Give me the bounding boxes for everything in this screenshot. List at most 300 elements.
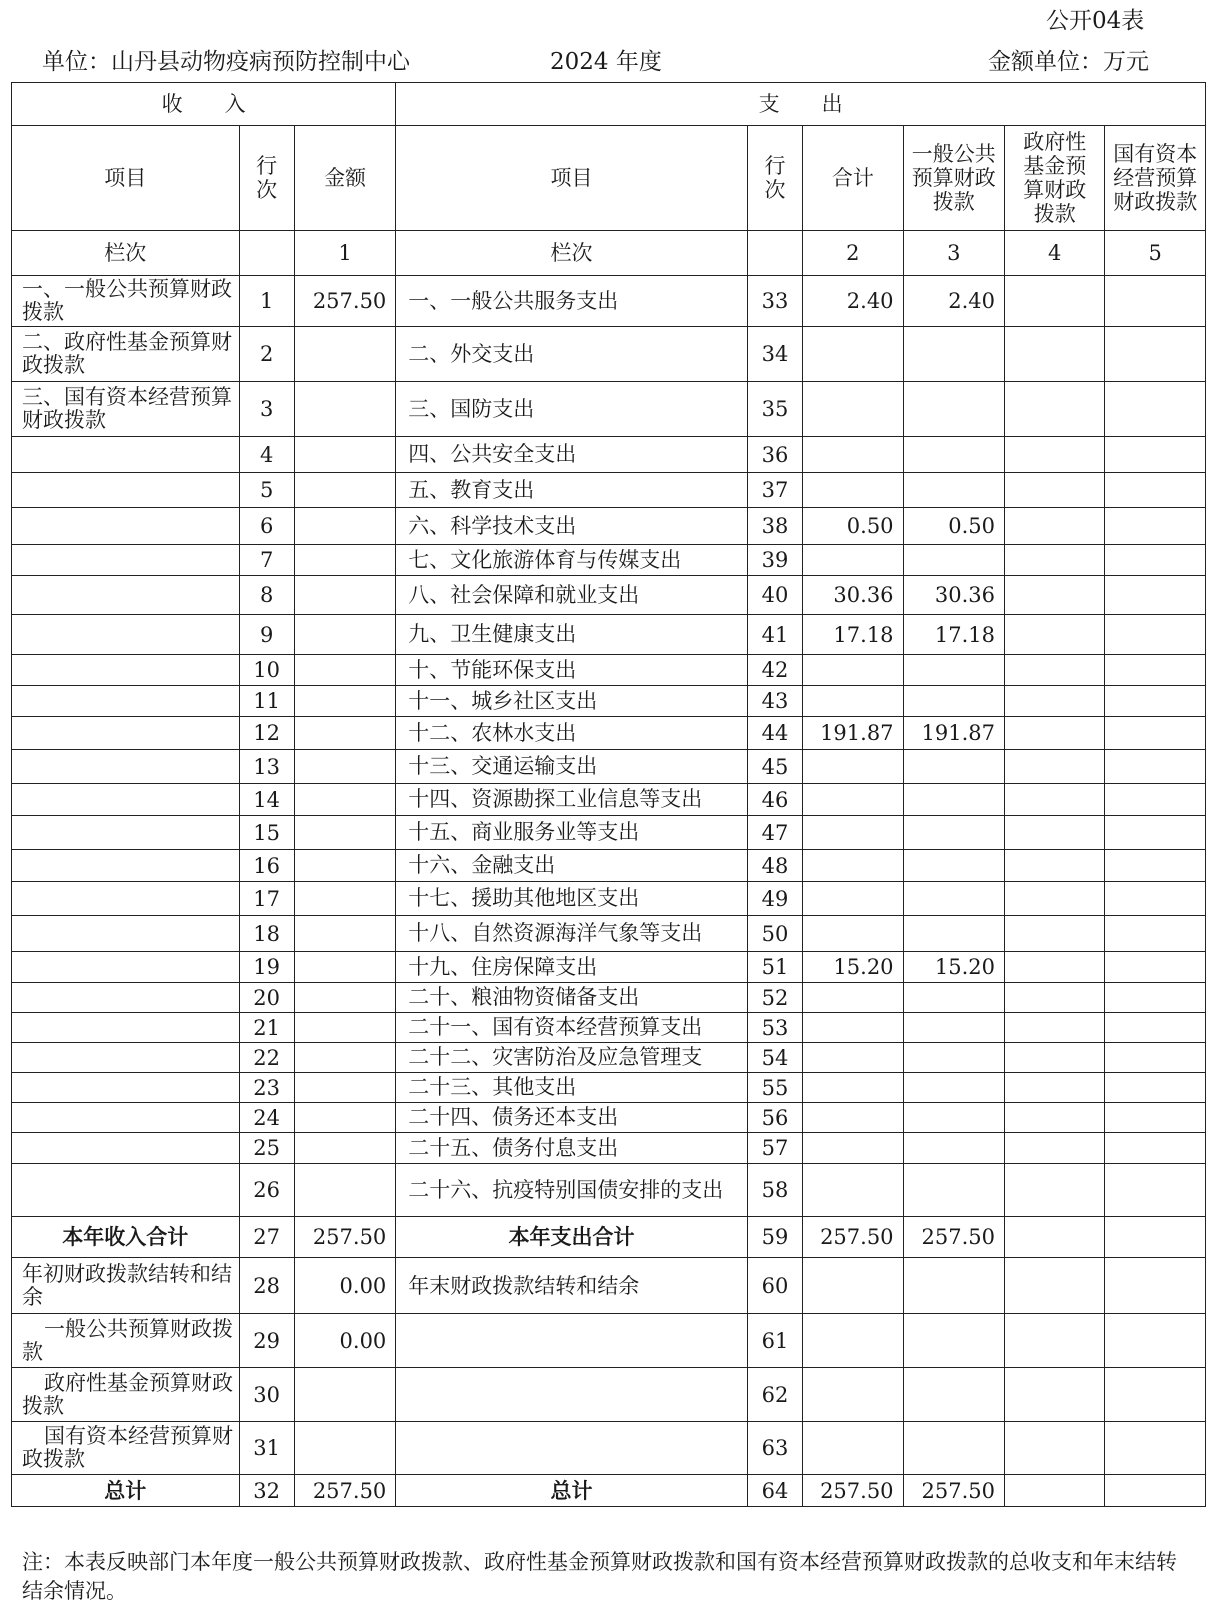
general-public-amount — [903, 327, 1004, 382]
income-item — [12, 686, 240, 717]
income-line-no: 20 — [239, 983, 294, 1013]
income-line-no: 10 — [239, 655, 294, 686]
carry-gov-fund — [1005, 1258, 1105, 1314]
carry-general — [903, 1422, 1004, 1475]
state-capital-amount — [1105, 816, 1206, 850]
gov-fund-amount — [1005, 1133, 1105, 1164]
general-public-amount — [903, 545, 1004, 576]
income-item — [12, 952, 240, 983]
gov-fund-amount — [1005, 327, 1105, 382]
expense-total — [803, 750, 903, 784]
expense-item: 三、国防支出 — [396, 382, 748, 437]
general-public-amount — [903, 1103, 1004, 1133]
budget-table — [11, 82, 1206, 1507]
expense-item: 八、社会保障和就业支出 — [396, 576, 748, 615]
col-num-5: 5 — [1105, 231, 1206, 276]
general-public-amount — [903, 850, 1004, 882]
form-number: 公开04表 — [1046, 8, 1145, 34]
table-row — [12, 686, 1206, 717]
general-public-amount — [903, 473, 1004, 508]
state-capital-amount — [1105, 382, 1206, 437]
income-item — [12, 750, 240, 784]
expense-line-no: 44 — [747, 717, 802, 750]
income-item — [12, 473, 240, 508]
state-capital-amount — [1105, 686, 1206, 717]
income-line-no: 22 — [239, 1043, 294, 1073]
expense-line-no: 33 — [747, 276, 802, 327]
expense-total — [803, 1133, 903, 1164]
income-amount — [294, 576, 395, 615]
income-item — [12, 508, 240, 545]
expense-line-no: 48 — [747, 850, 802, 882]
state-capital-amount — [1105, 1164, 1206, 1217]
expense-total — [803, 437, 903, 473]
carry-state-capital — [1105, 1422, 1206, 1475]
income-amount — [294, 473, 395, 508]
state-capital-grand-total — [1105, 1475, 1206, 1507]
expense-total: 0.50 — [803, 508, 903, 545]
income-year-total-label: 本年收入合计 — [12, 1217, 240, 1258]
expense-line-no: 62 — [747, 1368, 802, 1422]
state-capital-amount — [1105, 717, 1206, 750]
income-amount — [294, 952, 395, 983]
general-public-amount — [903, 437, 1004, 473]
expense-total — [803, 916, 903, 952]
income-amount — [294, 983, 395, 1013]
general-public-amount: 0.50 — [903, 508, 1004, 545]
income-line-no: 32 — [239, 1475, 294, 1507]
income-amount — [294, 784, 395, 816]
carry-income-amount — [294, 1422, 395, 1475]
income-line-no: 30 — [239, 1368, 294, 1422]
expense-total: 2.40 — [803, 276, 903, 327]
general-public-grand-total: 257.50 — [903, 1475, 1004, 1507]
carry-row — [12, 1314, 1206, 1368]
income-line-no: 19 — [239, 952, 294, 983]
income-line-no: 7 — [239, 545, 294, 576]
income-amount — [294, 882, 395, 916]
expense-item: 五、教育支出 — [396, 473, 748, 508]
fiscal-year: 2024 年度 — [550, 49, 662, 75]
expense-line-no: 34 — [747, 327, 802, 382]
expense-item: 九、卫生健康支出 — [396, 615, 748, 655]
unit-label: 单位：山丹县动物疫病预防控制中心 — [42, 49, 410, 75]
state-capital-amount — [1105, 615, 1206, 655]
carry-expense-total — [803, 1314, 903, 1368]
expense-line-no: 37 — [747, 473, 802, 508]
carry-state-capital — [1105, 1368, 1206, 1422]
expense-line-no: 47 — [747, 816, 802, 850]
income-year-total: 257.50 — [294, 1217, 395, 1258]
table-row — [12, 816, 1206, 850]
carry-income-item: 国有资本经营预算财政拨款 — [12, 1422, 240, 1475]
footnote: 注：本表反映部门本年度一般公共预算财政拨款、政府性基金预算财政拨款和国有资本经营预算财政拨款的总收支和年末结转结余情况。 — [22, 1550, 1177, 1603]
expense-item-header: 项目 — [396, 126, 748, 231]
income-line-no: 16 — [239, 850, 294, 882]
table-row — [12, 916, 1206, 952]
expense-item: 七、文化旅游体育与传媒支出 — [396, 545, 748, 576]
carry-income-item: 年初财政拨款结转和结余 — [12, 1258, 240, 1314]
gov-fund-amount — [1005, 750, 1105, 784]
income-item — [12, 717, 240, 750]
income-item — [12, 615, 240, 655]
expense-year-total: 257.50 — [803, 1217, 903, 1258]
income-amount — [294, 1013, 395, 1043]
expense-item: 十九、住房保障支出 — [396, 952, 748, 983]
gov-fund-amount — [1005, 916, 1105, 952]
money-unit: 金额单位：万元 — [988, 49, 1149, 75]
table-row — [12, 615, 1206, 655]
gov-fund-amount — [1005, 816, 1105, 850]
state-capital-header: 国有资本经营预算财政拨款 — [1105, 126, 1206, 231]
expense-item: 十六、金融支出 — [396, 850, 748, 882]
carry-general — [903, 1368, 1004, 1422]
expense-total — [803, 1013, 903, 1043]
expense-line-no: 60 — [747, 1258, 802, 1314]
gov-fund-header: 政府性基金预算财政拨款 — [1005, 126, 1105, 231]
expense-item: 十一、城乡社区支出 — [396, 686, 748, 717]
state-capital-amount — [1105, 1073, 1206, 1103]
income-item — [12, 916, 240, 952]
table-row — [12, 655, 1206, 686]
income-grand-total: 257.50 — [294, 1475, 395, 1507]
table-row — [12, 952, 1206, 983]
income-line-no: 25 — [239, 1133, 294, 1164]
gov-fund-amount — [1005, 882, 1105, 916]
income-item: 三、国有资本经营预算财政拨款 — [12, 382, 240, 437]
income-item — [12, 1013, 240, 1043]
income-amount — [294, 916, 395, 952]
expense-line-no: 43 — [747, 686, 802, 717]
expense-total — [803, 882, 903, 916]
col-num-3: 3 — [903, 231, 1004, 276]
income-item — [12, 545, 240, 576]
gov-fund-amount — [1005, 686, 1105, 717]
table-row — [12, 1043, 1206, 1073]
income-amount — [294, 850, 395, 882]
carry-expense-item — [396, 1368, 748, 1422]
income-item — [12, 1164, 240, 1217]
carry-income-amount — [294, 1368, 395, 1422]
general-public-amount — [903, 686, 1004, 717]
table-row — [12, 1164, 1206, 1217]
general-public-amount — [903, 983, 1004, 1013]
income-item — [12, 816, 240, 850]
income-line-no: 6 — [239, 508, 294, 545]
table-row — [12, 850, 1206, 882]
income-amount — [294, 508, 395, 545]
income-line-no: 5 — [239, 473, 294, 508]
income-line-no: 2 — [239, 327, 294, 382]
expense-grand-total-label: 总计 — [396, 1475, 748, 1507]
state-capital-amount — [1105, 784, 1206, 816]
gov-fund-amount — [1005, 1103, 1105, 1133]
general-public-amount: 2.40 — [903, 276, 1004, 327]
gov-fund-amount — [1005, 1013, 1105, 1043]
income-amount — [294, 1164, 395, 1217]
income-item — [12, 850, 240, 882]
income-amount — [294, 686, 395, 717]
income-item — [12, 437, 240, 473]
expense-line-no: 57 — [747, 1133, 802, 1164]
state-capital-amount — [1105, 327, 1206, 382]
expense-item: 十八、自然资源海洋气象等支出 — [396, 916, 748, 952]
income-line-no: 3 — [239, 382, 294, 437]
income-col-label: 栏次 — [12, 231, 240, 276]
income-amount — [294, 717, 395, 750]
gov-fund-amount — [1005, 1073, 1105, 1103]
expense-line-no: 41 — [747, 615, 802, 655]
expense-total — [803, 1043, 903, 1073]
expense-total — [803, 382, 903, 437]
col-num-2: 2 — [803, 231, 903, 276]
income-line-no: 27 — [239, 1217, 294, 1258]
state-capital-year-total — [1105, 1217, 1206, 1258]
income-item: 一、一般公共预算财政拨款 — [12, 276, 240, 327]
expense-line-no: 63 — [747, 1422, 802, 1475]
expense-item: 一、一般公共服务支出 — [396, 276, 748, 327]
expense-line-no: 61 — [747, 1314, 802, 1368]
expense-total — [803, 655, 903, 686]
carry-expense-total — [803, 1368, 903, 1422]
expense-year-total-label: 本年支出合计 — [396, 1217, 748, 1258]
general-public-amount — [903, 882, 1004, 916]
income-line-no: 21 — [239, 1013, 294, 1043]
expense-line-no: 52 — [747, 983, 802, 1013]
general-public-amount — [903, 382, 1004, 437]
income-line-no: 23 — [239, 1073, 294, 1103]
state-capital-amount — [1105, 952, 1206, 983]
carry-income-item: 政府性基金预算财政拨款 — [12, 1368, 240, 1422]
state-capital-amount — [1105, 850, 1206, 882]
expense-item: 十五、商业服务业等支出 — [396, 816, 748, 850]
state-capital-amount — [1105, 545, 1206, 576]
carry-row — [12, 1258, 1206, 1314]
gov-fund-amount — [1005, 576, 1105, 615]
gov-fund-amount — [1005, 276, 1105, 327]
income-line-no: 28 — [239, 1258, 294, 1314]
income-amount — [294, 382, 395, 437]
expense-item: 二十四、债务还本支出 — [396, 1103, 748, 1133]
expense-line-no: 50 — [747, 916, 802, 952]
gov-fund-amount — [1005, 545, 1105, 576]
table-row — [12, 882, 1206, 916]
income-item — [12, 1043, 240, 1073]
table-row — [12, 784, 1206, 816]
income-amount — [294, 816, 395, 850]
expense-item: 十七、援助其他地区支出 — [396, 882, 748, 916]
empty-cell — [747, 231, 802, 276]
carry-expense-item — [396, 1314, 748, 1368]
state-capital-amount — [1105, 473, 1206, 508]
carry-row — [12, 1368, 1206, 1422]
gov-fund-amount — [1005, 437, 1105, 473]
table-row — [12, 750, 1206, 784]
general-public-amount: 191.87 — [903, 717, 1004, 750]
expense-line-no: 40 — [747, 576, 802, 615]
expense-item: 二、外交支出 — [396, 327, 748, 382]
income-line-no: 12 — [239, 717, 294, 750]
expense-line-no: 42 — [747, 655, 802, 686]
gov-fund-amount — [1005, 508, 1105, 545]
carry-expense-item: 年末财政拨款结转和结余 — [396, 1258, 748, 1314]
general-public-amount: 30.36 — [903, 576, 1004, 615]
expense-line-no: 45 — [747, 750, 802, 784]
income-grand-total-label: 总计 — [12, 1475, 240, 1507]
income-item — [12, 576, 240, 615]
state-capital-amount — [1105, 655, 1206, 686]
expense-line-no: 51 — [747, 952, 802, 983]
expense-col-label: 栏次 — [396, 231, 748, 276]
income-item — [12, 655, 240, 686]
expense-total — [803, 1103, 903, 1133]
table-row — [12, 576, 1206, 615]
table-row — [12, 1133, 1206, 1164]
carry-state-capital — [1105, 1258, 1206, 1314]
income-header: 收 入 — [12, 83, 396, 126]
general-public-amount — [903, 655, 1004, 686]
carry-row — [12, 1422, 1206, 1475]
expense-total — [803, 545, 903, 576]
income-line-no: 26 — [239, 1164, 294, 1217]
income-line-no: 11 — [239, 686, 294, 717]
expense-item: 二十五、债务付息支出 — [396, 1133, 748, 1164]
income-amount — [294, 1133, 395, 1164]
expense-line-header: 行 次 — [747, 126, 802, 231]
state-capital-amount — [1105, 1013, 1206, 1043]
grand-total-row — [12, 1475, 1206, 1507]
income-line-no: 24 — [239, 1103, 294, 1133]
expense-line-no: 55 — [747, 1073, 802, 1103]
table-row — [12, 276, 1206, 327]
expense-total: 15.20 — [803, 952, 903, 983]
general-public-amount — [903, 1013, 1004, 1043]
general-public-amount — [903, 1133, 1004, 1164]
income-amount — [294, 327, 395, 382]
carry-income-item: 一般公共预算财政拨款 — [12, 1314, 240, 1368]
gov-fund-amount — [1005, 717, 1105, 750]
carry-expense-item — [396, 1422, 748, 1475]
income-line-no: 4 — [239, 437, 294, 473]
income-item: 二、政府性基金预算财政拨款 — [12, 327, 240, 382]
state-capital-amount — [1105, 276, 1206, 327]
expense-total-header: 合计 — [803, 126, 903, 231]
income-line-no: 18 — [239, 916, 294, 952]
income-line-header: 行 次 — [239, 126, 294, 231]
gov-fund-year-total — [1005, 1217, 1105, 1258]
general-public-amount — [903, 816, 1004, 850]
table-row — [12, 717, 1206, 750]
expense-line-no: 46 — [747, 784, 802, 816]
expense-line-no: 56 — [747, 1103, 802, 1133]
expense-total — [803, 850, 903, 882]
income-item — [12, 983, 240, 1013]
expense-total — [803, 1164, 903, 1217]
expense-line-no: 59 — [747, 1217, 802, 1258]
expense-item: 二十二、灾害防治及应急管理支 — [396, 1043, 748, 1073]
general-public-amount — [903, 1164, 1004, 1217]
general-public-amount — [903, 1043, 1004, 1073]
expense-total — [803, 983, 903, 1013]
table-row — [12, 437, 1206, 473]
state-capital-amount — [1105, 916, 1206, 952]
expense-line-no: 36 — [747, 437, 802, 473]
empty-cell — [239, 231, 294, 276]
income-amount — [294, 750, 395, 784]
state-capital-amount — [1105, 437, 1206, 473]
income-line-no: 14 — [239, 784, 294, 816]
income-amount — [294, 1073, 395, 1103]
expense-total: 191.87 — [803, 717, 903, 750]
income-line-no: 31 — [239, 1422, 294, 1475]
table-row — [12, 1103, 1206, 1133]
carry-general — [903, 1314, 1004, 1368]
state-capital-amount — [1105, 1133, 1206, 1164]
table-row — [12, 1013, 1206, 1043]
expense-total: 30.36 — [803, 576, 903, 615]
carry-gov-fund — [1005, 1422, 1105, 1475]
table-row — [12, 545, 1206, 576]
state-capital-amount — [1105, 1103, 1206, 1133]
expense-header: 支 出 — [396, 83, 1206, 126]
expense-line-no: 39 — [747, 545, 802, 576]
expense-total — [803, 1073, 903, 1103]
gov-fund-grand-total — [1005, 1475, 1105, 1507]
table-row — [12, 473, 1206, 508]
general-public-amount — [903, 916, 1004, 952]
expense-line-no: 35 — [747, 382, 802, 437]
income-item — [12, 1103, 240, 1133]
gov-fund-amount — [1005, 1164, 1105, 1217]
expense-item: 二十一、国有资本经营预算支出 — [396, 1013, 748, 1043]
expense-total: 17.18 — [803, 615, 903, 655]
expense-total — [803, 473, 903, 508]
carry-gov-fund — [1005, 1368, 1105, 1422]
gov-fund-amount — [1005, 615, 1105, 655]
general-public-year-total: 257.50 — [903, 1217, 1004, 1258]
expense-item: 二十六、抗疫特别国债安排的支出 — [396, 1164, 748, 1217]
expense-item: 十二、农林水支出 — [396, 717, 748, 750]
carry-income-amount: 0.00 — [294, 1258, 395, 1314]
state-capital-amount — [1105, 508, 1206, 545]
expense-line-no: 58 — [747, 1164, 802, 1217]
gov-fund-amount — [1005, 850, 1105, 882]
gov-fund-amount — [1005, 473, 1105, 508]
state-capital-amount — [1105, 1043, 1206, 1073]
carry-expense-total — [803, 1422, 903, 1475]
expense-total — [803, 816, 903, 850]
income-item — [12, 882, 240, 916]
general-public-amount — [903, 750, 1004, 784]
col-num-1: 1 — [294, 231, 395, 276]
state-capital-amount — [1105, 882, 1206, 916]
income-line-no: 9 — [239, 615, 294, 655]
carry-gov-fund — [1005, 1314, 1105, 1368]
carry-general — [903, 1258, 1004, 1314]
state-capital-amount — [1105, 983, 1206, 1013]
table-row — [12, 983, 1206, 1013]
income-amount — [294, 655, 395, 686]
expense-item: 四、公共安全支出 — [396, 437, 748, 473]
expense-item: 二十三、其他支出 — [396, 1073, 748, 1103]
expense-line-no: 64 — [747, 1475, 802, 1507]
income-item — [12, 784, 240, 816]
income-line-no: 17 — [239, 882, 294, 916]
income-amount — [294, 437, 395, 473]
income-line-no: 1 — [239, 276, 294, 327]
expense-total — [803, 686, 903, 717]
general-public-amount — [903, 1073, 1004, 1103]
